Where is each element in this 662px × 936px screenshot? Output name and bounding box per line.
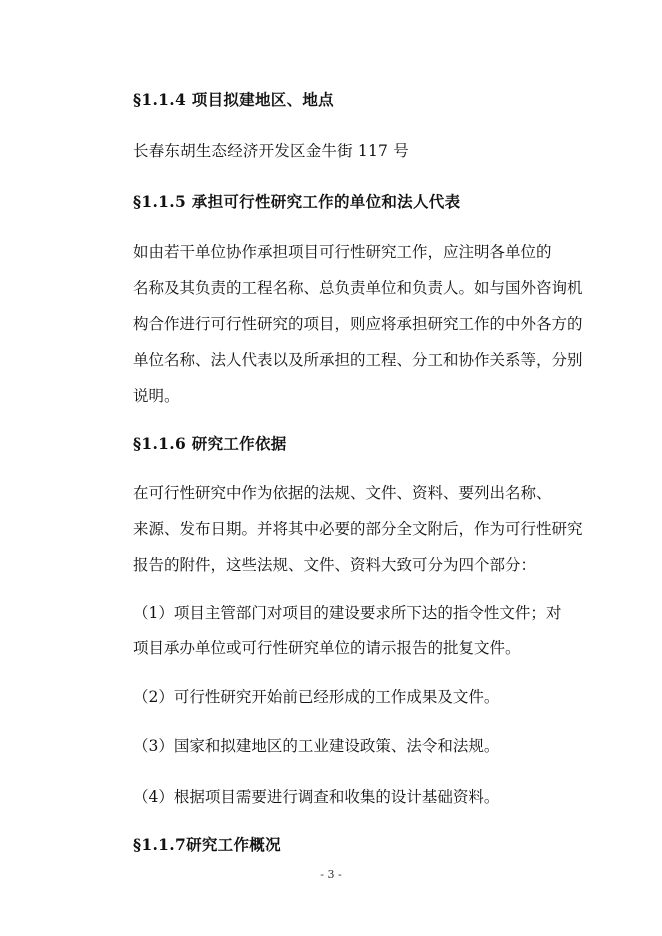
list-text: 国家和拟建地区的工业建设政策、法令和法规。 xyxy=(173,737,500,755)
paragraph-line: 名称及其负责的工程名称、总负责单位和负责人。如与国外咨询机 xyxy=(133,279,583,297)
list-item-1-cont: 项目承办单位或可行性研究单位的请示报告的批复文件。 xyxy=(133,639,521,657)
list-text: 根据项目需要进行调查和收集的设计基础资料。 xyxy=(173,788,500,806)
list-item-1 xyxy=(133,601,561,623)
section-number: §1.1.4 xyxy=(133,90,187,109)
section-title: 承担可行性研究工作的单位和法人代表 xyxy=(191,192,461,211)
list-item-3 xyxy=(133,734,499,756)
paragraph-line: 报告的附件，这些法规、文件、资料大致可分为四个部分： xyxy=(133,556,537,574)
list-item-2 xyxy=(133,685,499,707)
section-title: 研究工作依据 xyxy=(191,434,287,453)
paragraph-line: 在可行性研究中作为依据的法规、文件、资料、要列出名称、 xyxy=(133,484,552,502)
section-number: §1.1.6 xyxy=(133,434,187,453)
list-label: （2） xyxy=(133,688,174,706)
paragraph-line: 单位名称、法人代表以及所承担的工程、分工和协作关系等，分别 xyxy=(133,351,583,369)
list-text: 项目主管部门对项目的建设要求所下达的指令性文件；对 xyxy=(173,604,562,622)
paragraph-line: 如由若干单位协作承担项目可行性研究工作，应注明各单位的 xyxy=(133,243,552,261)
section-title: 项目拟建地区、地点 xyxy=(191,90,334,109)
heading-1-1-7 xyxy=(133,833,281,855)
section-number: §1.1.7 xyxy=(133,835,187,854)
section-title: 研究工作概况 xyxy=(186,835,281,854)
heading-1-1-5 xyxy=(133,190,460,212)
paragraph-line: 构合作进行可行性研究的项目，则应将承担研究工作的中外各方的 xyxy=(133,315,583,333)
location-text: 长春东胡生态经济开发区金牛街 117 号 xyxy=(133,142,409,160)
list-label: （3） xyxy=(133,737,174,755)
list-label: （1） xyxy=(133,604,174,622)
paragraph-line: 来源、发布日期。并将其中必要的部分全文附后，作为可行性研究 xyxy=(133,520,583,538)
heading-1-1-6 xyxy=(133,432,287,454)
section-number: §1.1.5 xyxy=(133,192,187,211)
heading-1-1-4 xyxy=(133,88,334,110)
page-number: - 3 - xyxy=(320,868,342,881)
list-item-4 xyxy=(133,785,499,807)
paragraph-line: 说明。 xyxy=(133,387,180,405)
list-label: （4） xyxy=(133,788,174,806)
list-text: 可行性研究开始前已经形成的工作成果及文件。 xyxy=(173,688,500,706)
